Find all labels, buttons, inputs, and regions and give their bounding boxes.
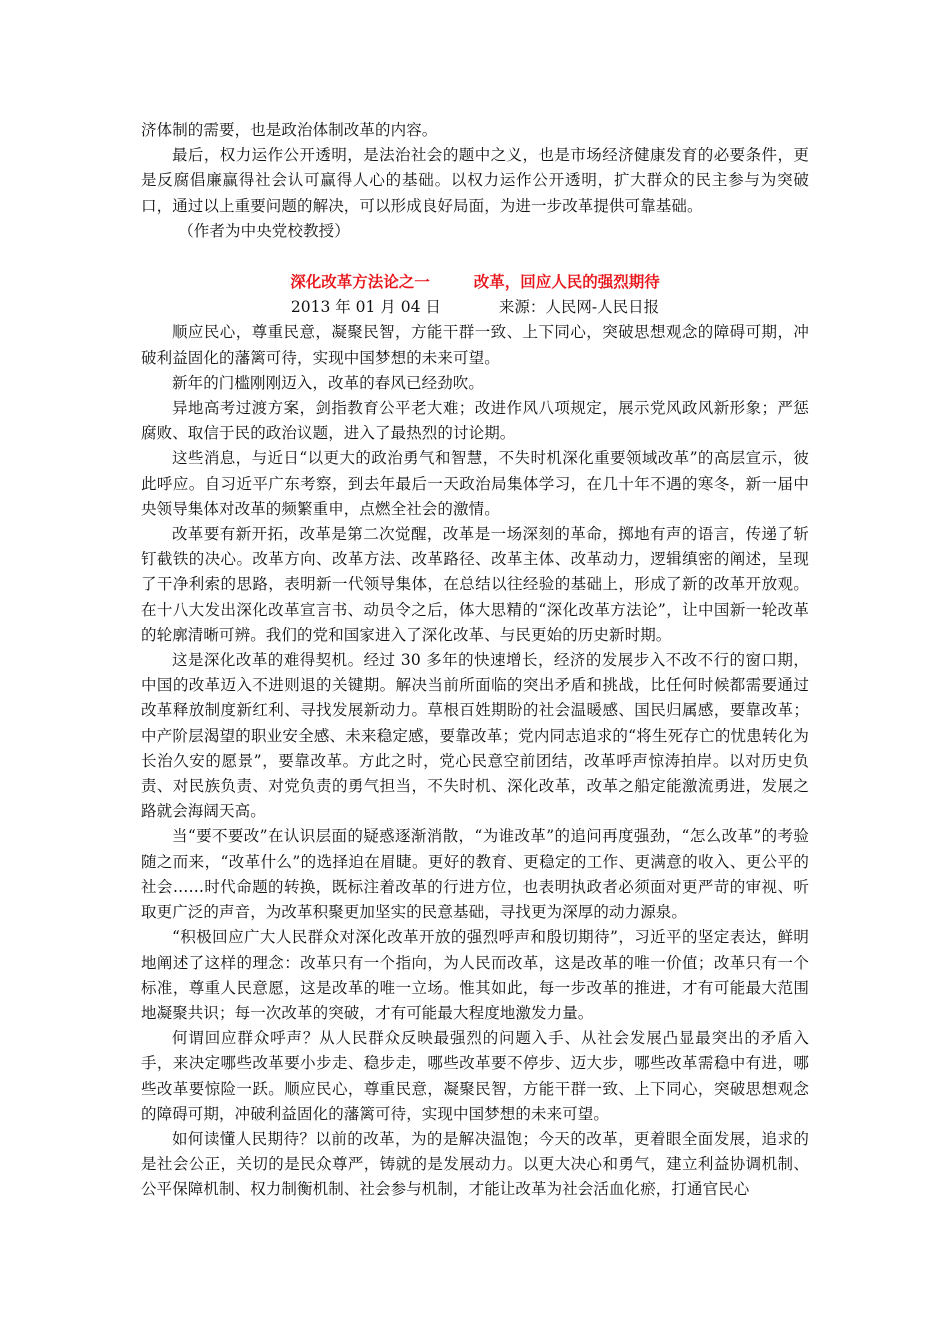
article-body (141, 320, 809, 1202)
author-note: （作者为中央党校教授） (178, 221, 350, 240)
article-paragraph: 改革要有新开拓，改革是第二次觉醒，改革是一场深刻的革命，掷地有声的语言，传递了斩钉截铁的决心。改革方向、改革方法、改革路径、改革主体、改革动力，逻辑缜密的阐述，呈现了干净利索的思路，表明新一代领导集体，在总结以往经验的基础上，形成了新的改革开放观。在十八大发出深化改革宣言书、动员令之后，体大思精的“深化改革方法论”，让中国新一轮改革的轮廓清晰可辨。我们的党和国家进入了深化改革、与民更始的历史新时期。 (141, 525, 809, 644)
previous-article-continuation: 济体制的需要，也是政治体制改革的内容。 (141, 121, 438, 139)
section-spacer (141, 244, 809, 270)
article-paragraph: 如何读懂人民期待？以前的改革，为的是解决温饱；今天的改革，更着眼全面发展，追求的是社会公正，关切的是民众尊严，铸就的是发展动力。以更大决心和勇气，建立利益协调机制、公平保障机制、权力制衡机制、社会参与机制，才能让改革为社会活血化瘀，打通官民心 (141, 1129, 809, 1199)
article-paragraph: 这些消息，与近日“以更大的政治勇气和智慧，不失时机深化重要领域改革”的高层宣示，彼此呼应。自习近平广东考察，到去年最后一天政治局集体学习，在几十年不遇的寒冬，新一届中央领导集体对改革的频繁重申，点燃全社会的激情。 (141, 449, 809, 518)
article-paragraph: 这是深化改革的难得契机。经过 30 多年的快速增长，经济的发展步入不改不行的窗口期，中国的改革迈入不进则退的关键期。解决当前所面临的突出矛盾和挑战，比任何时候都需要通过改革释放制度新红利、寻找发展新动力。草根百姓期盼的社会温暖感、国民归属感，要靠改革；中产阶层渴望的职业安全感、未来稳定感，要靠改革；党内同志追求的“将生死存亡的忧患转化为长治久安的愿景”，要靠改革。方此之时，党心民意空前团结，改革呼声惊涛拍岸。以对历史负责、对民族负责、对党负责的勇气担当，不失时机、深化改革，改革之船定能激流勇进，发展之路就会海阔天高。 (141, 651, 809, 821)
document-page (141, 118, 809, 1203)
article-paragraph: 新年的门槛刚刚迈入，改革的春风已经劲吹。 (172, 373, 485, 392)
article-headline: 改革，回应人民的强烈期待 (473, 273, 660, 292)
article-title (141, 270, 809, 295)
article-series: 深化改革方法论之一 (290, 273, 430, 292)
article-paragraph: 当“要不要改”在认识层面的疑惑逐渐消散，“为谁改革”的追问再度强劲，“怎么改革”的考验随之而来，“改革什么”的选择迫在眉睫。更好的教育、更稳定的工作、更满意的收入、更公平的社会……时代命题的转换，既标注着改革的行进方位，也表明执政者必须面对更严苛的审视、听取更广泛的声音，为改革积聚更加坚实的民意基础，寻找更为深厚的动力源泉。 (141, 827, 809, 922)
article-date: 2013 年 01 月 04 日 (290, 298, 441, 317)
article-paragraph: 异地高考过渡方案，剑指教育公平老大难；改进作风八项规定，展示党风政风新形象；严惩腐败、取信于民的政治议题，进入了最热烈的讨论期。 (141, 399, 809, 443)
article-source: 来源：人民网-人民日报 (498, 298, 660, 317)
article-paragraph: 顺应民心，尊重民意，凝聚民智，方能干群一致、上下同心，突破思想观念的障碍可期，冲破利益固化的藩篱可待，实现中国梦想的未来可望。 (141, 323, 809, 367)
article-paragraph: “积极回应广大人民群众对深化改革开放的强烈呼声和殷切期待”，习近平的坚定表达，鲜明地阐述了这样的理念：改革只有一个指向，为人民而改革，这是改革的唯一价值；改革只有一个标准，尊重人民意愿，这是改革的唯一立场。惟其如此，每一步改革的推进，才有可能最大范围地凝聚共识；每一次改革的突破，才有可能最大程度地激发力量。 (141, 928, 809, 1022)
article-paragraph: 何谓回应群众呼声？从人民群众反映最强烈的问题入手、从社会发展凸显最突出的矛盾入手，来决定哪些改革要小步走、稳步走，哪些改革要不停步、迈大步，哪些改革需稳中有进，哪些改革要惊险一跃。顺应民心，尊重民意，凝聚民智，方能干群一致、上下同心，突破思想观念的障碍可期，冲破利益固化的藩篱可待，实现中国梦想的未来可望。 (141, 1029, 809, 1123)
article-byline (141, 295, 809, 320)
previous-article-final-paragraph: 最后，权力运作公开透明，是法治社会的题中之义，也是市场经济健康发育的必要条件，更是反腐倡廉赢得社会认可赢得人心的基础。以权力运作公开透明，扩大群众的民主参与为突破口，通过以上重要问题的解决，可以形成良好局面，为进一步改革提供可靠基础。 (141, 146, 809, 215)
